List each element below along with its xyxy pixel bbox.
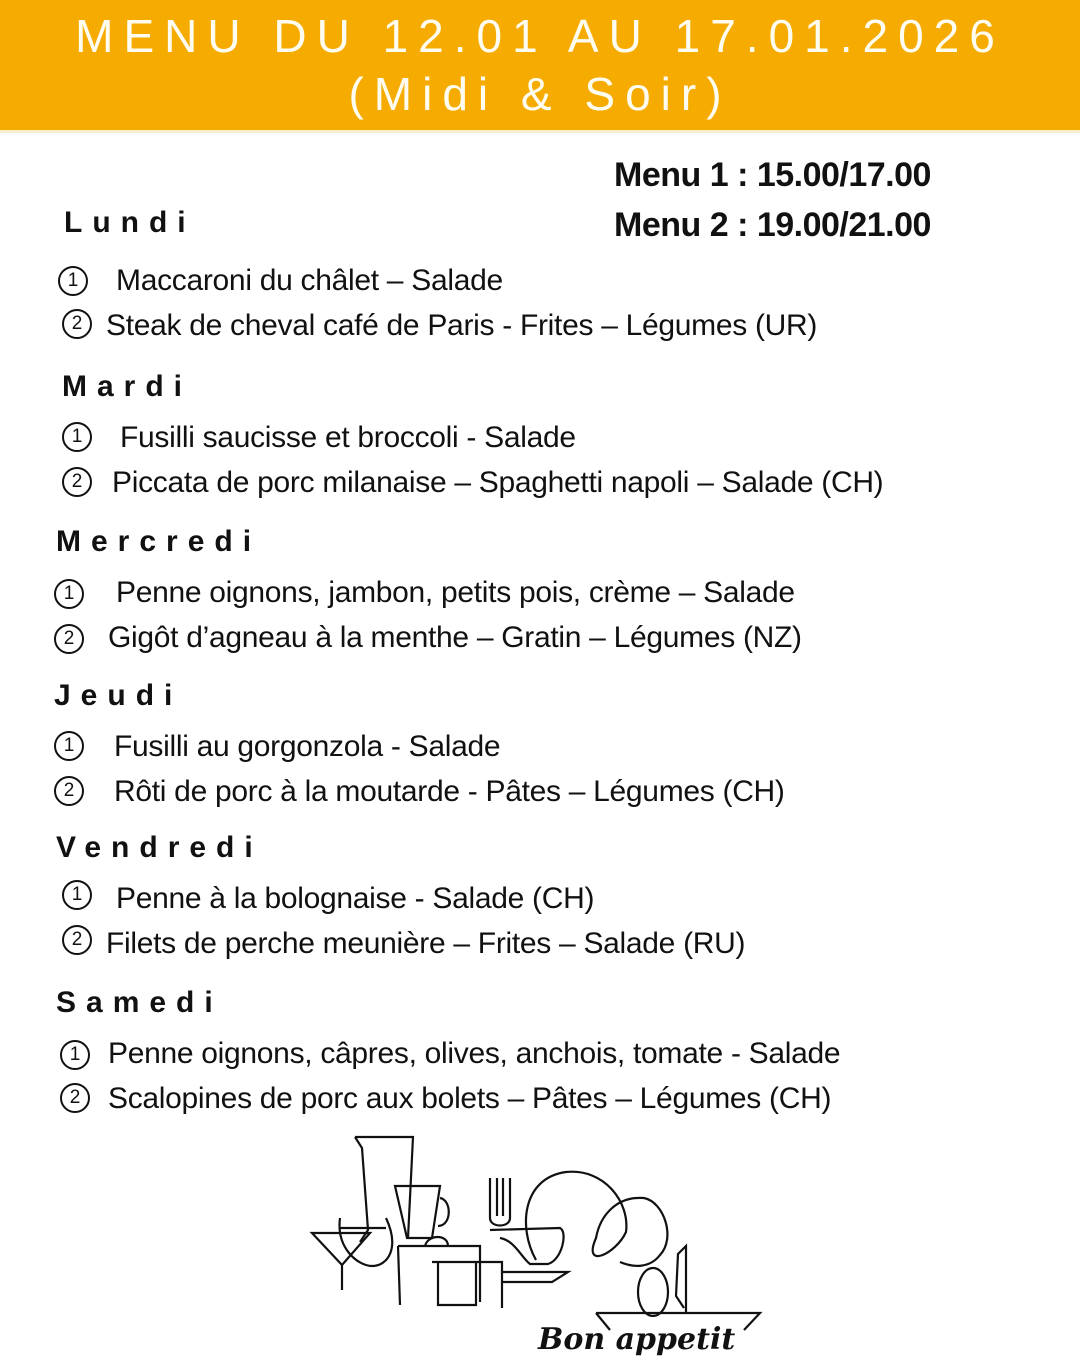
dish-jeudi-1: Fusilli au gorgonzola - Salade — [114, 730, 501, 763]
dish-mardi-1: Fusilli saucisse et broccoli - Salade — [120, 421, 576, 454]
menu-number-2-icon: 2 — [54, 624, 84, 654]
day-heading-mardi: Mardi — [62, 370, 193, 403]
dish-samedi-1: Penne oignons, câpres, olives, anchois, tomate - Salade — [108, 1037, 841, 1070]
day-heading-samedi: Samedi — [56, 986, 223, 1019]
price-menu-1: Menu 1 : 15.00/17.00 — [614, 156, 931, 194]
menu-number-2-icon: 2 — [62, 467, 92, 497]
day-heading-mercredi: Mercredi — [56, 525, 262, 558]
dish-vendredi-2: Filets de perche meunière – Frites – Salade (RU) — [106, 927, 746, 960]
dish-lundi-2: Steak de cheval café de Paris - Frites – Légumes (UR) — [106, 309, 818, 342]
day-heading-lundi: Lundi — [64, 206, 196, 239]
menu-number-2-icon: 2 — [60, 1083, 90, 1113]
dish-mercredi-1: Penne oignons, jambon, petits pois, crème – Salade — [116, 576, 795, 609]
menu-subtitle: (Midi & Soir) — [348, 68, 732, 120]
day-heading-vendredi: Vendredi — [56, 831, 263, 864]
menu-number-1-icon: 1 — [58, 266, 88, 296]
menu-number-1-icon: 1 — [62, 422, 92, 452]
menu-title: MENU DU 12.01 AU 17.01.2026 — [75, 10, 1005, 62]
dish-vendredi-1: Penne à la bolognaise - Salade (CH) — [116, 882, 595, 915]
menu-number-1-icon: 1 — [54, 731, 84, 761]
menu-number-2-icon: 2 — [54, 776, 84, 806]
day-heading-jeudi: Jeudi — [54, 679, 183, 712]
dish-lundi-1: Maccaroni du châlet – Salade — [116, 264, 503, 297]
menu-number-2-icon: 2 — [62, 925, 92, 955]
menu-number-2-icon: 2 — [62, 309, 92, 339]
menu-number-1-icon: 1 — [54, 579, 84, 609]
menu-number-1-icon: 1 — [60, 1040, 90, 1070]
price-menu-2: Menu 2 : 19.00/21.00 — [614, 206, 931, 244]
dish-samedi-2: Scalopines de porc aux bolets – Pâtes – Légumes (CH) — [108, 1082, 832, 1115]
menu-number-1-icon: 1 — [62, 880, 92, 910]
dish-mardi-2: Piccata de porc milanaise – Spaghetti napoli – Salade (CH) — [112, 466, 884, 499]
bon-appetit-caption: Bon appetit — [538, 1322, 736, 1357]
header-banner — [0, 0, 1080, 133]
dish-mercredi-2: Gigôt d’agneau à la menthe – Gratin – Légumes (NZ) — [108, 621, 802, 654]
dish-jeudi-2: Rôti de porc à la moutarde - Pâtes – Légumes (CH) — [114, 775, 785, 808]
